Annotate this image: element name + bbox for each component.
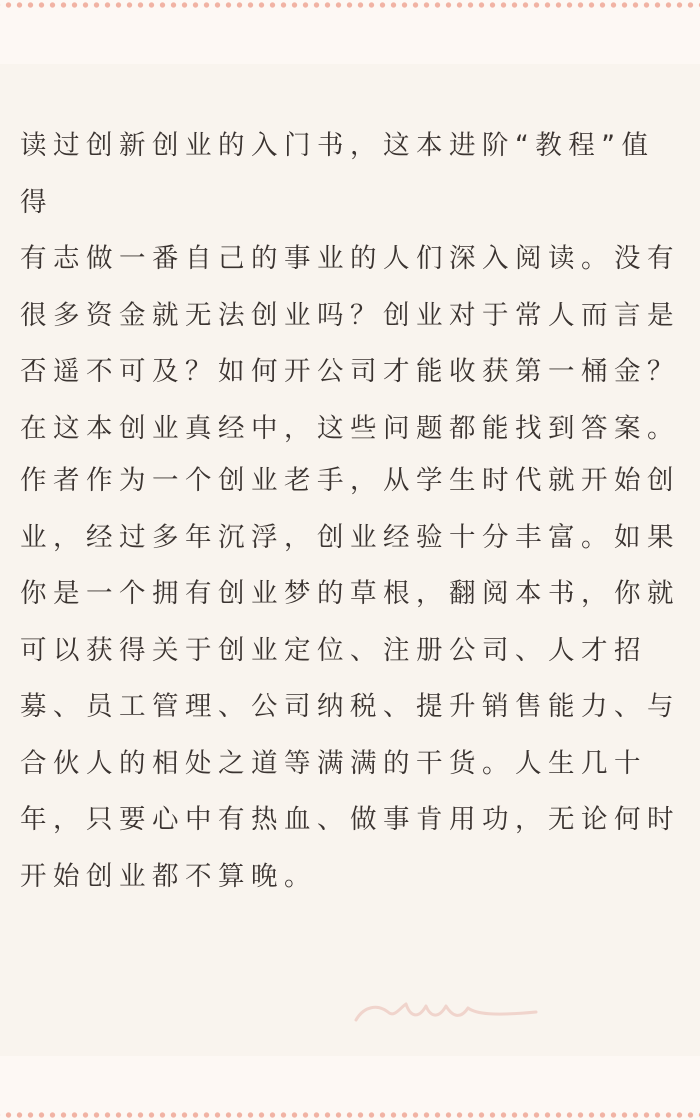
bottom-dotted-border [0,1110,700,1120]
article-paragraph-2 [20,453,680,905]
paragraph-text: 读过创新创业的入门书，这本进阶“教程”值得 有志做一番自己的事业的人们深入阅读。没有 很多资金就无法创业吗？创业对于常人而言是 否遥不可及？如何开公司才能收获第一桶金？ 在这本创业真经中，这些问题都能找到答案。 [20,130,680,444]
wave-flourish-icon [354,994,538,1028]
top-dotted-border [0,0,700,10]
article-paragraph-1 [20,118,680,457]
paragraph-text: 作者作为一个创业老手，从学生时代就开始创 业，经过多年沉浮，创业经验十分丰富。如果 你是一个拥有创业梦的草根，翻阅本书，你就 可以获得关于创业定位、注册公司、人才招 募、员工管理、公司纳税、提升销售能力、与 合伙人的相处之道等满满的干货。人生几十 年，只要心中有热血、做事肯用功，无论何时 开始创业都不算晚。 [20,465,680,892]
